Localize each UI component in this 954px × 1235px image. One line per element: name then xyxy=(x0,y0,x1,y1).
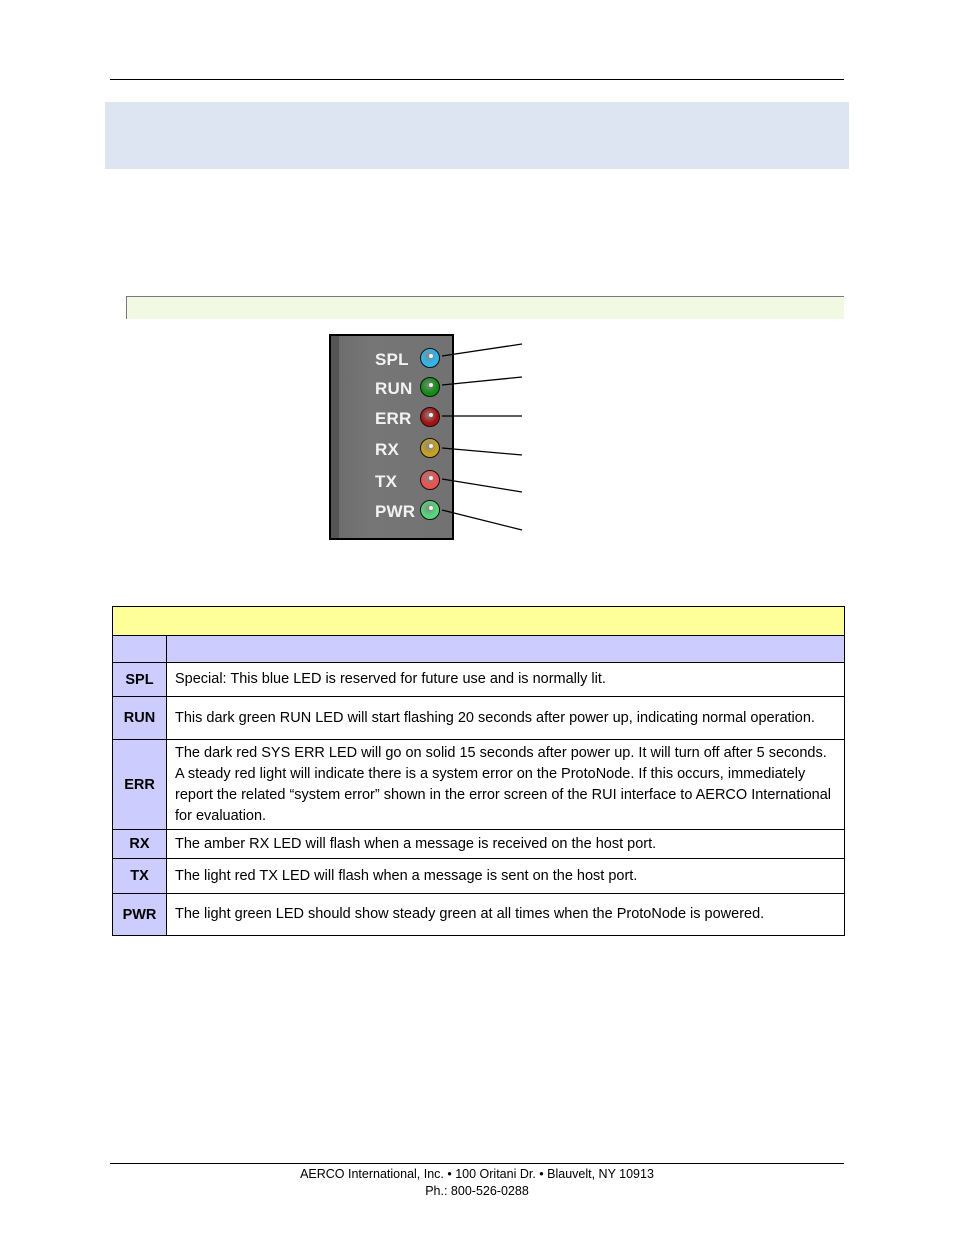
led-description-table xyxy=(112,606,845,936)
led-row-rx xyxy=(375,438,455,462)
led-description: This dark green RUN LED will start flashing 20 seconds after power up, indicating normal operation. xyxy=(167,697,845,740)
footer-rule xyxy=(110,1163,844,1164)
led-row-err xyxy=(375,407,455,431)
table-row xyxy=(113,859,845,894)
led-code: PWR xyxy=(113,894,167,936)
led-indicator-icon xyxy=(420,438,440,458)
led-description: The light red TX LED will flash when a message is sent on the host port. xyxy=(167,859,845,894)
led-label: TX xyxy=(375,472,398,491)
table-row xyxy=(113,663,845,697)
table-title-cell xyxy=(113,607,845,636)
led-indicator-icon xyxy=(420,377,440,397)
panel-edge-strip xyxy=(331,336,339,538)
table-row xyxy=(113,740,845,830)
led-label: RX xyxy=(375,440,400,459)
table-header-row xyxy=(113,636,845,663)
led-row-spl xyxy=(375,348,455,372)
led-code: RX xyxy=(113,830,167,859)
led-indicator-icon xyxy=(420,500,440,520)
led-indicator-icon xyxy=(420,470,440,490)
section-heading-band xyxy=(105,102,849,169)
led-description: The light green LED should show steady green at all times when the ProtoNode is powered. xyxy=(167,894,845,936)
led-label: SPL xyxy=(375,350,409,369)
footer-address: AERCO International, Inc. • 100 Oritani Dr. • Blauvelt, NY 10913 xyxy=(300,1167,654,1181)
led-label: RUN xyxy=(375,379,413,398)
led-indicator-icon xyxy=(420,407,440,427)
table-row xyxy=(113,894,845,936)
led-description: Special: This blue LED is reserved for future use and is normally lit. xyxy=(167,663,845,697)
table-row xyxy=(113,830,845,859)
led-row-run xyxy=(375,377,455,401)
led-indicator-icon xyxy=(420,348,440,368)
led-row-pwr xyxy=(375,500,455,524)
led-label: ERR xyxy=(375,409,412,428)
header-rule xyxy=(110,79,844,80)
led-description: The dark red SYS ERR LED will go on solid 15 seconds after power up. It will turn off after 5 seconds. A steady red light will indicate there is a system error on the ProtoNode. If this occurs, immediately report the related “system error” shown in the error screen of the RUI interface to AERCO International for evaluation. xyxy=(167,740,845,830)
led-code: RUN xyxy=(113,697,167,740)
header-cell-description xyxy=(167,636,845,663)
header-cell-led xyxy=(113,636,167,663)
table-row xyxy=(113,697,845,740)
led-label: PWR xyxy=(375,502,416,521)
led-panel xyxy=(329,334,454,540)
led-code: ERR xyxy=(113,740,167,830)
led-description: The amber RX LED will flash when a message is received on the host port. xyxy=(167,830,845,859)
figure-caption-band xyxy=(126,296,844,319)
led-code: TX xyxy=(113,859,167,894)
led-code: SPL xyxy=(113,663,167,697)
footer-phone: Ph.: 800-526-0288 xyxy=(425,1184,529,1198)
led-row-tx xyxy=(375,470,455,494)
table-title-row xyxy=(113,607,845,636)
